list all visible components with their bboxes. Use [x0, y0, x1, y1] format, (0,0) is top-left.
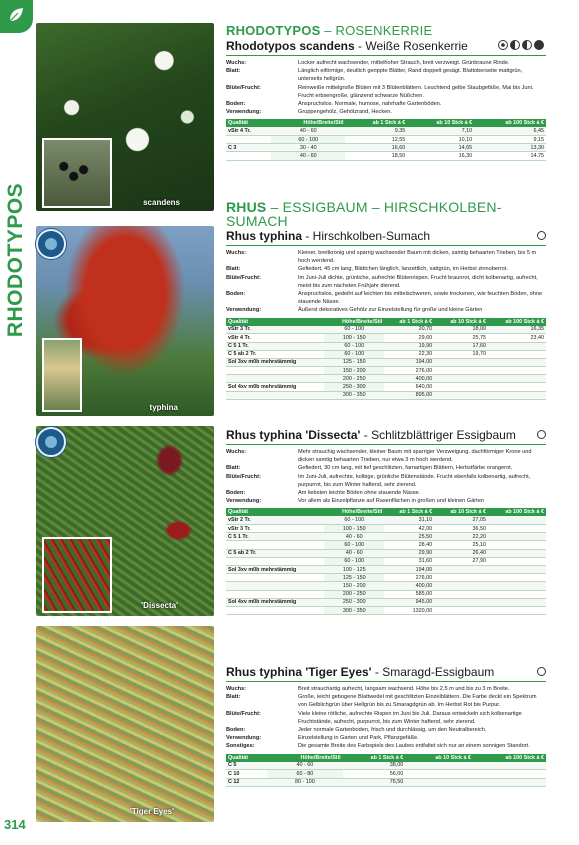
table-cell: Sol 4xv m0b mehrstämmig — [226, 383, 324, 391]
property-label: Blüte/Frucht: — [226, 274, 261, 281]
table-cell: 16,60 — [345, 144, 407, 152]
table-cell: vStr 3 Tr. — [226, 525, 324, 533]
property-row — [226, 710, 546, 726]
column-header: ab 10 Stck á € — [405, 754, 473, 762]
property-label: Blüte/Frucht: — [226, 473, 261, 480]
property-row — [226, 497, 546, 505]
table-cell — [488, 383, 546, 391]
table-cell — [405, 770, 473, 778]
property-value: Im Juni-Juli, aufrechte, kolbige, grünliche Blütenstände. Frucht ebenfalls kolbenartig, aufrecht, purpurrot, bis zum Winter haftend, sehr zierend. — [298, 473, 531, 488]
table-cell: 17,60 — [434, 342, 488, 350]
property-label: Blatt: — [226, 694, 241, 701]
column-header: Qualität — [226, 318, 324, 326]
table-cell: 100 - 125 — [324, 566, 384, 574]
property-row — [226, 84, 546, 100]
table-row — [226, 606, 546, 614]
table-cell: 60 - 100 — [271, 136, 345, 144]
property-value: Reinweiße mittelgroße Blüten mit 3 Blütenblättern. Leuchtend gelbe Staubgefäße, Mai bis Juni. Frucht erbsengroße, glänzend schwarze Nüßchen. — [298, 84, 534, 99]
table-cell — [434, 566, 488, 574]
section-rhodotypos — [226, 24, 546, 161]
table-cell: 40 - 60 — [271, 152, 345, 160]
table-cell: 29,60 — [384, 334, 434, 342]
property-label: Verwendung: — [226, 109, 262, 116]
property-row — [226, 265, 546, 273]
table-cell: 16,30 — [407, 152, 474, 160]
table-cell: 200 - 250 — [324, 375, 384, 383]
table-cell: 40 - 60 — [324, 549, 384, 557]
column-header: Qualität — [226, 508, 324, 516]
table-cell — [434, 391, 488, 399]
table-cell: 125 - 150 — [324, 358, 384, 366]
table-cell: 400,00 — [384, 375, 434, 383]
property-value: Anspruchslos, gedeiht auf leichten bis mittelschweren, sowie trockenen, wie feuchten Böden, ohne stauende Nässe. — [298, 291, 543, 306]
table-cell: vStr 4 Tr. — [226, 127, 271, 135]
table-row — [226, 350, 546, 358]
table-cell — [434, 606, 488, 614]
table-cell — [405, 778, 473, 786]
table-cell — [434, 383, 488, 391]
column-header: ab 10 Stck á € — [407, 119, 474, 127]
photo-rhus-tiger-eyes — [36, 626, 214, 822]
table-cell: 26,40 — [434, 549, 488, 557]
table-cell: C 3 — [226, 144, 271, 152]
property-row — [226, 108, 546, 116]
table-cell: 31,60 — [384, 557, 434, 565]
column-header: Höhe/Breite/Stil — [267, 754, 342, 762]
property-label: Verwendung: — [226, 307, 262, 314]
property-value: Die gesamte Breite des Farbspiels des Laubes entfaltet sich nur an einem sonnigen Standort. — [298, 743, 530, 750]
property-label: Boden: — [226, 727, 246, 734]
table-cell: 38,00 — [343, 762, 406, 770]
leaf-icon — [7, 6, 25, 24]
table-row — [226, 549, 546, 557]
table-cell: 40 - 60 — [271, 127, 345, 135]
table-cell: vStr 3 Tr. — [226, 326, 324, 334]
table-row — [226, 375, 546, 383]
price-header-row — [226, 119, 546, 127]
table-row — [226, 144, 546, 152]
price-header-row — [226, 754, 546, 762]
table-cell: 18,00 — [434, 326, 488, 334]
sidebar — [0, 0, 33, 845]
table-cell: 60 - 80 — [267, 770, 342, 778]
column-header: ab 1 Stck á € — [384, 508, 434, 516]
photo-rhodotypos-scandens — [36, 23, 214, 211]
table-row — [226, 391, 546, 399]
table-cell — [434, 590, 488, 598]
table-cell: C 5 ab 2 Tr. — [226, 549, 324, 557]
inset-photo-fruits — [42, 138, 112, 208]
property-row — [226, 473, 546, 489]
quality-seal-icon — [36, 427, 66, 457]
table-cell: 14,75 — [474, 152, 546, 160]
column-header: ab 100 Stck á € — [488, 508, 546, 516]
property-value: Gefiedert, 30 cm lang, mit tief geschlitzten, farnartigen Blättern, Herbstfärbe orangerot. — [298, 465, 513, 472]
table-row — [226, 383, 546, 391]
property-label: Blüte/Frucht: — [226, 710, 261, 717]
table-cell: 10,10 — [407, 136, 474, 144]
property-label: Wuchs: — [226, 449, 247, 455]
property-row — [226, 249, 546, 265]
price-header-row — [226, 508, 546, 516]
table-cell — [434, 358, 488, 366]
table-cell: C 12 — [226, 778, 267, 786]
table-cell — [488, 350, 546, 358]
sun-icon — [537, 667, 546, 676]
table-cell: C 10 — [226, 770, 267, 778]
table-cell: Sol 3xv m0b mehrstämmig — [226, 566, 324, 574]
property-value: Breit strauchartig aufrecht, langsam wachsend. Höhe bis 2,5 m und bis zu 3 m Breite. — [298, 686, 510, 692]
table-cell: 20,70 — [384, 326, 434, 334]
section-rhus-tiger-eyes — [226, 664, 546, 787]
property-label: Verwendung: — [226, 498, 262, 505]
property-row — [226, 306, 546, 314]
table-cell: 250 - 300 — [324, 383, 384, 391]
table-row — [226, 541, 546, 549]
table-row — [226, 516, 546, 524]
photo-caption: 'Dissecta' — [141, 601, 178, 610]
genus-heading: RHUS – ESSIGBAUM – HIRSCHKOLBEN-SUMACH — [226, 199, 502, 229]
property-row — [226, 726, 546, 734]
property-value: Gruppengehölz, Gehölzrand, Hecken. — [298, 109, 392, 116]
table-cell — [488, 557, 546, 565]
table-cell: 56,00 — [343, 770, 406, 778]
table-cell: 100 - 150 — [324, 525, 384, 533]
section-rhus-typhina — [226, 200, 546, 400]
table-row — [226, 566, 546, 574]
table-cell: Sol 3xv m0b mehrstämmig — [226, 358, 324, 366]
property-row — [226, 742, 546, 750]
table-row — [226, 762, 546, 770]
table-cell: 18,50 — [345, 152, 407, 160]
table-cell — [488, 574, 546, 582]
table-cell: 9,15 — [474, 136, 546, 144]
location-symbols — [498, 40, 544, 50]
table-row — [226, 533, 546, 541]
table-cell: 276,00 — [384, 367, 434, 375]
shade-icon — [534, 40, 544, 50]
property-row — [226, 100, 546, 108]
property-label: Blatt: — [226, 68, 241, 75]
table-cell: 12,55 — [345, 136, 407, 144]
property-value: Große, leicht gebogene Blattwedel mit geschlitzten Einzelblättern. Die Farbe deckt ein Spektrum von Gelblichgrün über Hellgrün bis zu Smaragdgrün ab. Im Herbst Rot bis Purpur. — [298, 694, 537, 709]
property-row — [226, 274, 546, 290]
property-row — [226, 693, 546, 709]
price-table — [226, 318, 546, 400]
table-cell: 100 - 150 — [324, 334, 384, 342]
column-header: Qualität — [226, 754, 267, 762]
table-row — [226, 582, 546, 590]
table-cell — [488, 375, 546, 383]
table-cell: 640,00 — [384, 383, 434, 391]
table-cell — [226, 574, 324, 582]
price-table — [226, 119, 546, 160]
properties — [226, 249, 546, 315]
table-cell — [226, 557, 324, 565]
property-value: Einzelstellung in Garten und Park, Pflanzgefäße. — [298, 735, 419, 742]
property-label: Boden: — [226, 490, 246, 497]
property-label: Sonstiges: — [226, 743, 255, 750]
property-row — [226, 448, 546, 464]
table-cell — [488, 582, 546, 590]
table-cell: 9,35 — [345, 127, 407, 135]
table-cell — [488, 516, 546, 524]
photo-rhus-dissecta — [36, 426, 214, 616]
column-header: Höhe/Breite/Stil — [324, 318, 384, 326]
table-cell: 585,00 — [384, 590, 434, 598]
table-row — [226, 326, 546, 334]
table-cell: 76,50 — [343, 778, 406, 786]
table-cell: 25,75 — [434, 334, 488, 342]
column-header: ab 10 Stck á € — [434, 318, 488, 326]
genus-heading: RHODOTYPOS – ROSENKERRIE — [226, 23, 433, 38]
column-header: ab 100 Stck á € — [473, 754, 546, 762]
property-label: Blatt: — [226, 465, 241, 472]
property-value: Im Juni-Juli dichte, grünliche, aufrechte Blütenrispen. Frucht braunrot, dicht kolbenartig, aufrecht, meist bis zum nächsten Frühjahr dierend. — [298, 274, 538, 289]
property-label: Blatt: — [226, 266, 241, 273]
property-label: Boden: — [226, 101, 246, 108]
property-label: Verwendung: — [226, 735, 262, 742]
table-cell — [488, 549, 546, 557]
table-cell — [226, 367, 324, 375]
table-cell: 150 - 200 — [324, 367, 384, 375]
table-cell: 300 - 350 — [324, 606, 384, 614]
table-cell — [488, 391, 546, 399]
properties — [226, 448, 546, 505]
table-cell — [473, 770, 546, 778]
section-rhus-dissecta — [226, 427, 546, 615]
table-cell — [488, 342, 546, 350]
table-row — [226, 334, 546, 342]
column-header: ab 100 Stck á € — [488, 318, 546, 326]
table-cell: 60 - 100 — [324, 516, 384, 524]
property-row — [226, 59, 546, 67]
table-cell: 22,20 — [434, 533, 488, 541]
table-cell: 19,70 — [434, 350, 488, 358]
table-cell: 945,00 — [384, 598, 434, 606]
table-cell: 194,00 — [384, 566, 434, 574]
property-label: Wuchs: — [226, 686, 247, 692]
table-cell — [226, 606, 324, 614]
property-label: Boden: — [226, 291, 246, 298]
table-cell: 42,00 — [384, 525, 434, 533]
table-row — [226, 598, 546, 606]
inset-photo-foliage — [42, 537, 112, 613]
photo-caption: typhina — [149, 403, 178, 412]
page-number: 314 — [4, 817, 26, 832]
table-cell: 36,50 — [434, 525, 488, 533]
photo-caption: 'Tiger Eyes' — [129, 807, 174, 816]
table-row — [226, 342, 546, 350]
table-cell — [473, 778, 546, 786]
table-cell: 6,45 — [474, 127, 546, 135]
table-row — [226, 367, 546, 375]
table-row — [226, 152, 546, 160]
column-header: ab 1 Stck á € — [384, 318, 434, 326]
table-cell: vStr 4 Tr. — [226, 334, 324, 342]
table-cell — [488, 590, 546, 598]
table-cell — [434, 582, 488, 590]
table-row — [226, 525, 546, 533]
table-cell — [488, 533, 546, 541]
property-value: Kleiner, breitkronig und sparrig wachsender Baum mit dicken, samtig behaarten Trieben, bis 5 m hoch werdend. — [298, 250, 537, 265]
table-cell: 125 - 150 — [324, 574, 384, 582]
table-cell — [434, 367, 488, 375]
table-row — [226, 127, 546, 135]
table-cell — [226, 375, 324, 383]
property-value: Mehr strauchig wachsender, kleiner Baum mit sparriger Verzweigung, dachförmiger Krone und dicken samtig behaarten Trieben, nur etwa 3 m hoch werdend. — [298, 449, 532, 464]
property-row — [226, 685, 546, 693]
property-value: Länglich eiförmige, deutlich gerippte Blätter, Rand doppelt gesägt. Blattoberseite mattgrün, unterseits hellgrün. — [298, 68, 523, 83]
table-cell: 60 - 100 — [324, 342, 384, 350]
table-cell: 300 - 350 — [324, 391, 384, 399]
table-row — [226, 358, 546, 366]
table-cell — [226, 136, 271, 144]
table-cell: 250 - 300 — [324, 598, 384, 606]
property-label: Wuchs: — [226, 60, 247, 66]
price-header-row — [226, 318, 546, 326]
table-cell: 194,00 — [384, 358, 434, 366]
property-label: Wuchs: — [226, 250, 247, 256]
property-row — [226, 464, 546, 472]
property-row — [226, 290, 546, 306]
table-cell: 23,40 — [488, 334, 546, 342]
table-cell — [434, 598, 488, 606]
price-table — [226, 754, 546, 787]
table-cell — [226, 590, 324, 598]
property-row — [226, 489, 546, 497]
sun-icon — [537, 231, 546, 240]
table-row — [226, 770, 546, 778]
column-header: ab 1 Stck á € — [345, 119, 407, 127]
column-header: ab 1 Stck á € — [343, 754, 406, 762]
property-value: Vor allem als Einzelpflanze auf Rasenflächen in großen und kleinen Gärten — [298, 498, 484, 505]
leaf-tab — [0, 0, 33, 33]
species-heading: Rhus typhina 'Dissecta' - Schlitzblättriger Essigbaum — [226, 427, 546, 445]
table-cell: 60 - 100 — [324, 557, 384, 565]
price-table — [226, 508, 546, 615]
property-value: Locker aufrecht wachsender, mittelhoher Strauch, breit verzweigt. Grünbraune Rinde. — [298, 60, 510, 66]
table-cell: 1320,00 — [384, 606, 434, 614]
table-cell: 16,35 — [488, 326, 546, 334]
table-cell — [226, 152, 271, 160]
table-cell — [434, 375, 488, 383]
sun-shade-icon — [498, 40, 508, 50]
properties — [226, 685, 546, 751]
column-header: ab 100 Stck á € — [474, 119, 546, 127]
table-cell — [434, 574, 488, 582]
table-cell — [226, 582, 324, 590]
table-cell: 40 - 60 — [324, 533, 384, 541]
table-cell: 200 - 250 — [324, 590, 384, 598]
property-value: Anspruchslos. Normale, humose, nahrhafte Gartenböden. — [298, 101, 442, 108]
table-cell: 60 - 100 — [324, 350, 384, 358]
table-cell: 22,30 — [384, 350, 434, 358]
table-cell — [488, 606, 546, 614]
table-cell — [488, 566, 546, 574]
property-value: Viele kleine rötliche, aufrechte Rispen im Juni bis Juli. Daraus entwickeln sich kolbenartige Fruchtstände, aufrecht, purpurrot, bis zum Winter haftend, sehr zierend. — [298, 710, 522, 725]
table-cell: C 5 1 Tr. — [226, 533, 324, 541]
property-value: Gefiedert, 45 cm lang, Blättchen länglich, lanzettlich, sattgrün, im Herbst zinnoberrot. — [298, 266, 508, 273]
photo-caption: scandens — [143, 198, 180, 207]
column-header: Höhe/Breite/Stil — [271, 119, 345, 127]
half-shade-icon — [522, 40, 532, 50]
table-cell — [488, 367, 546, 375]
column-header: ab 10 Stck á € — [434, 508, 488, 516]
table-cell: 29,90 — [384, 549, 434, 557]
table-row — [226, 590, 546, 598]
species-heading: Rhodotypos scandens - Weiße Rosenkerrie — [226, 38, 546, 56]
table-cell — [488, 358, 546, 366]
property-value: Jeder normale Gartenboden, frisch und durchlässig, um den Neutralbereich. — [298, 727, 487, 734]
table-cell: 30 - 40 — [271, 144, 345, 152]
table-cell: 60 - 100 — [324, 541, 384, 549]
table-cell: 25,10 — [434, 541, 488, 549]
table-cell: 895,00 — [384, 391, 434, 399]
table-cell: 40 - 60 — [267, 762, 342, 770]
table-cell: C 5 ab 2 Tr. — [226, 350, 324, 358]
half-shade-icon — [510, 40, 520, 50]
sun-icon — [537, 430, 546, 439]
table-cell: 28,40 — [384, 541, 434, 549]
photo-rhus-typhina — [36, 226, 214, 416]
species-heading: Rhus typhina 'Tiger Eyes' - Smaragd-Essigbaum — [226, 664, 546, 682]
table-row — [226, 136, 546, 144]
quality-seal-icon — [36, 229, 66, 259]
table-cell: 25,50 — [384, 533, 434, 541]
table-cell: 14,65 — [407, 144, 474, 152]
table-cell: 19,90 — [384, 342, 434, 350]
table-cell: 80 - 100 — [267, 778, 342, 786]
table-row — [226, 778, 546, 786]
inset-photo-flowers — [42, 338, 82, 412]
table-cell: C 5 — [226, 762, 267, 770]
table-row — [226, 557, 546, 565]
property-row — [226, 67, 546, 83]
table-cell: vStr 2 Tr. — [226, 516, 324, 524]
properties — [226, 59, 546, 116]
table-cell: 27,05 — [434, 516, 488, 524]
table-cell — [405, 762, 473, 770]
table-cell: 276,00 — [384, 574, 434, 582]
table-cell — [488, 541, 546, 549]
property-row — [226, 734, 546, 742]
column-header: Qualität — [226, 119, 271, 127]
table-cell — [226, 541, 324, 549]
table-cell: 150 - 200 — [324, 582, 384, 590]
property-label: Blüte/Frucht: — [226, 84, 261, 91]
table-cell — [488, 598, 546, 606]
table-cell — [473, 762, 546, 770]
column-header: Höhe/Breite/Stil — [324, 508, 384, 516]
table-cell: 27,90 — [434, 557, 488, 565]
species-heading: Rhus typhina - Hirschkolben-Sumach — [226, 228, 546, 246]
table-cell: 7,10 — [407, 127, 474, 135]
table-cell: Sol 4xv m0b mehrstämmig — [226, 598, 324, 606]
table-cell: 31,10 — [384, 516, 434, 524]
table-cell: 60 - 100 — [324, 326, 384, 334]
section-vertical-title: RHODOTYPOS — [4, 182, 28, 338]
table-cell — [488, 525, 546, 533]
property-value: Äußerst dekoratives Gehölz zur Einzelstellung für große und kleine Gärten — [298, 307, 483, 314]
table-cell — [226, 391, 324, 399]
table-cell: 13,30 — [474, 144, 546, 152]
table-row — [226, 574, 546, 582]
table-cell: C 5 1 Tr. — [226, 342, 324, 350]
table-cell: 400,00 — [384, 582, 434, 590]
property-value: Am liebsten leichte Böden ohne stauende Nässe. — [298, 490, 421, 497]
